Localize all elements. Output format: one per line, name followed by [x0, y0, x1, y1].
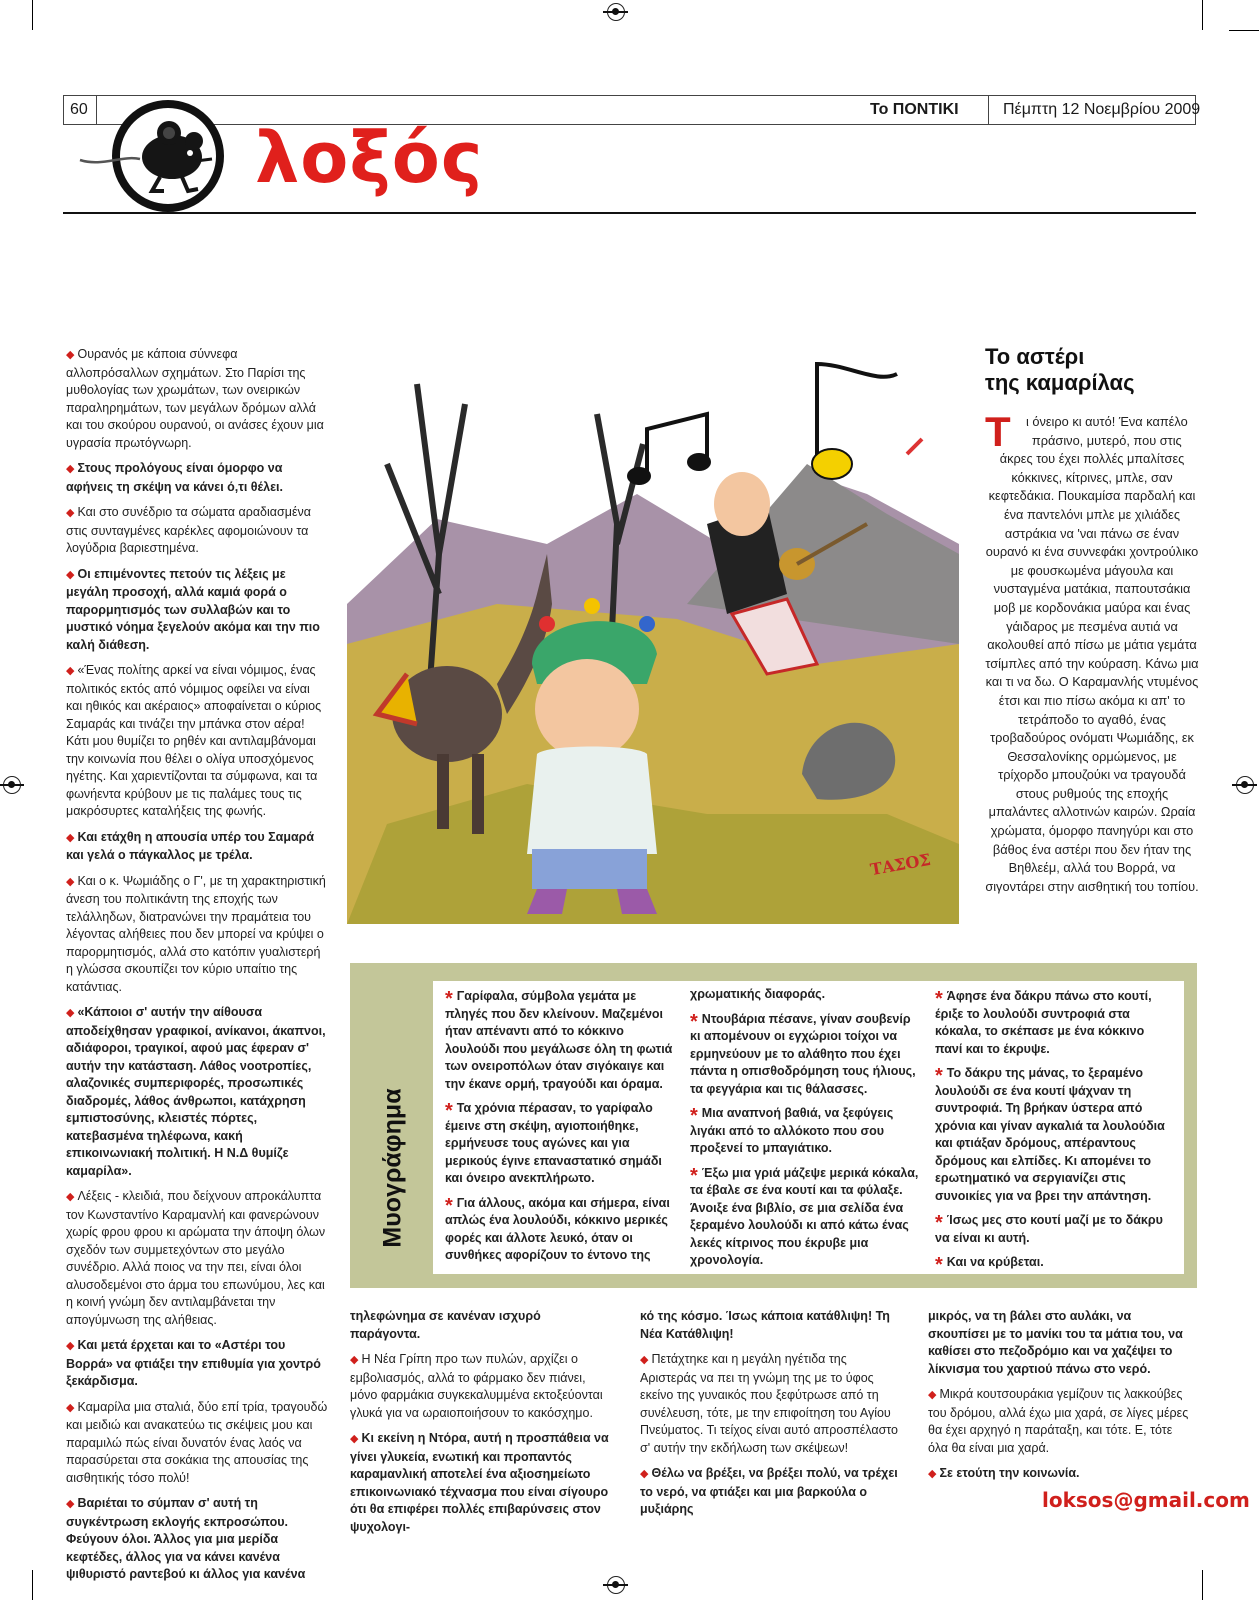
asterisk-icon: * — [935, 1212, 943, 1234]
box-paragraph — [690, 1165, 920, 1270]
box-paragraph-text: Έξω μια γριά μάζεψε μερικά κόκαλα, τα έβαλε σε ένα κουτί και τα φύλαξε. Άνοιξε ένα βιβλίο, σε μια σελίδα ένα ξεραμένο λουλούδι κι από κάτω ένας λεκές κίτρινος που έκρυβε μια χρονολογία. — [690, 1165, 919, 1267]
asterisk-icon: * — [445, 1194, 453, 1217]
box-paragraph — [690, 1011, 920, 1099]
registration-mark-top — [607, 3, 625, 21]
paragraph — [66, 1004, 328, 1180]
left-column — [66, 346, 328, 1592]
box-paragraph-text: Το δάκρυ της μάνας, το ξεραμένο λουλούδι σε ένα κουτί ψάχναν τη συντροφιά. Τη βρήκαν ύστερα από χρόνια και γίναν αγκαλιά τα λουλούδια και φτιάξαν δρόμους, απέραντους δρόμους και ελπίδες. Κι απομένει το ερωτηματικό να σεργιανίζει στις συνοικίες για να βρει την απάντηση. — [935, 1066, 1165, 1203]
box-paragraph-text: Άφησε ένα δάκρυ πάνω στο κουτί, έριξε το λουλούδι συντροφιά στα κόκαλα, το σκέπασε με ένα κόκκινο πανί και το έκρυψε. — [935, 989, 1152, 1056]
bullet-diamond-icon: ◆ — [66, 349, 75, 361]
paragraph-text: Βαριέται το σύμπαν σ' αυτή τη συγκέντρωση εκλογής εκπροσώπου. Φεύγουν όλοι. Άλλος για μια μερίδα κεφτέδες, άλλος για να κάνει κανένα ψιθυριστό ραντεβού κι άλλος για κανένα — [66, 1496, 306, 1581]
bullet-diamond-icon: ◆ — [66, 463, 75, 475]
box-column-2 — [690, 986, 920, 1277]
bullet-diamond-icon: ◆ — [66, 507, 75, 519]
crop-mark-tr — [1202, 0, 1203, 30]
paragraph — [66, 566, 328, 655]
paragraph-text: Θέλω να βρέξει, να βρέξει πολύ, να τρέχει το νερό, να φτιάξει και μια βαρκούλα ο μυξιάρης — [640, 1466, 898, 1516]
mouse-icon — [72, 115, 222, 200]
paragraph — [640, 1465, 902, 1519]
paragraph — [928, 1386, 1190, 1457]
paragraph-text: Σε ετούτη την κοινωνία. — [939, 1466, 1080, 1480]
box-paragraph-text: Για άλλους, ακόμα και σήμερα, είναι απλώς ένα λουλούδι, κόκκινο μερικές φορές και άλλοτε λευκό, όταν οι συνθήκες αφορίζουν το έντονο της — [445, 1195, 670, 1262]
box-column-1 — [445, 988, 675, 1272]
bottom-column-2 — [640, 1308, 902, 1527]
box-column-3 — [935, 988, 1167, 1279]
bullet-diamond-icon: ◆ — [350, 1354, 359, 1366]
paragraph — [66, 1399, 328, 1488]
bullet-diamond-icon: ◆ — [66, 1401, 75, 1414]
bullet-diamond-icon: ◆ — [66, 1007, 75, 1019]
bullet-diamond-icon: ◆ — [66, 875, 75, 888]
paragraph-text: Στους προλόγους είναι όμορφο να αφήνεις τη σκέψη να κάνει ό,τι θέλει. — [66, 461, 284, 494]
paragraph-text: Κι εκείνη η Ντόρα, αυτή η προσπάθεια να γίνει γλυκεία, ενωτική και προπαντός καραμανλική αποτελεί ένα αξιοσημείωτο επικοινωνιακό τέχνασμα που είναι σίγουρο ότι θα επιφέρει πολλές επιβαρύνσεις στον ψυχολογι- — [350, 1431, 609, 1534]
box-paragraph — [935, 1212, 1167, 1247]
paragraph-text: Και ο κ. Ψωμιάδης ο Γ', με τη χαρακτηριστική άνεση του πολιτικάντη της εποχής των τελάλληδων, διατρανώνει την πραμάτεια του λέγοντας αλήθειες που δεν μπορεί να κρύψει ο παρορμητισμός, αλλά στο κατόπιν γυαλιστερή η γλώσσα σκουπίζει τον κύριο υπαίτιο της κατάντιας. — [66, 873, 326, 994]
paragraph-text: τηλεφώνημα σε κανέναν ισχυρό παράγοντα. — [350, 1309, 541, 1341]
paragraph-text: κό της κόσμο. Ίσως κάποια κατάθλιψη! Τη Νέα Κατάθλιψη! — [640, 1309, 890, 1341]
story-title-line2: της καμαρίλας — [985, 370, 1135, 395]
asterisk-icon: * — [445, 1100, 453, 1122]
paragraph — [350, 1430, 612, 1536]
paragraph-text: Λέξεις - κλειδιά, που δείχνουν απροκάλυπτα τον Κωνσταντίνο Καραμανλή και φανερώνουν χωρίς φρου φρου κι αρώματα την άποψη όλων σχεδόν των συμμετεχόντων στο μεγάλο συνέδριο. Αλλά ποιος να την πει, είναι όλοι αλυσοδεμένοι στο άρμα του επωνύμου, λες και η κοινή γνώμη δεν αντιλαμβάνεται την απογύμνωση της αλήθειας. — [66, 1189, 326, 1327]
section-title: λοξός — [255, 117, 484, 199]
paragraph-text: Και στο συνέδριο τα σώματα αραδιασμένα στις συνταγμένες καρέκλες αφομοιώνουν τα λογύδρια βαριεστημένα. — [66, 505, 311, 555]
contact-email: loksos@gmail.com — [1042, 1488, 1250, 1512]
crop-mark-r-top — [1229, 30, 1259, 31]
box-paragraph — [935, 988, 1167, 1058]
paragraph-text: μικρός, να τη βάλει στο αυλάκι, να σκουπίσει με το μανίκι του τα μάτια του, να καθίσει στο πεζοδρόμιο και να χαζέψει το λίκνισμα του χαρτιού πάνω στο νερό. — [928, 1309, 1183, 1376]
bullet-diamond-icon: ◆ — [66, 665, 75, 677]
paragraph — [66, 873, 328, 997]
bullet-diamond-icon: ◆ — [640, 1354, 649, 1366]
paragraph — [66, 662, 328, 821]
asterisk-icon: * — [445, 988, 453, 1010]
box-paragraph — [935, 1254, 1167, 1276]
asterisk-icon: * — [935, 988, 943, 1010]
asterisk-icon: * — [690, 1010, 698, 1033]
paragraph-text: Ουρανός με κάποια σύννεφα αλλοπρόσαλλων σχημάτων. Στο Παρίσι της μυθολογίας των χρωμάτων, των ονειρικών παραληρημάτων, των μεγάλων δρόμων αλλά και του σκούρου ουρανού, οι ανάσες έχουν μια υγρασία πρωτόγνωρη. — [66, 347, 324, 450]
bullet-diamond-icon: ◆ — [640, 1468, 649, 1480]
paragraph — [66, 460, 328, 496]
asterisk-icon: * — [690, 1164, 698, 1187]
issue-date: Πέμπτη 12 Νοεμβρίου 2009 — [1003, 101, 1201, 118]
story-body — [985, 408, 1199, 896]
registration-mark-right — [1236, 776, 1254, 794]
asterisk-icon: * — [935, 1065, 943, 1087]
paragraph-text: Και μετά έρχεται και το «Αστέρι του Βορρά» να φτιάξει την επιθυμία για χοντρό ξεκάρδισμα. — [66, 1338, 321, 1388]
crop-mark-bl — [32, 1570, 33, 1600]
story-title-line1: Το αστέρι — [985, 344, 1085, 369]
paragraph — [66, 504, 328, 558]
paragraph — [350, 1351, 612, 1422]
paragraph-text: «Ένας πολίτης αρκεί να είναι νόμιμος, ένας πολιτικός εκτός από νόμιμος οφείλει να είναι και ηθικός και ακέραιος» αποφαίνεται ο κύριος Σαμαράς και τινάζει την μπάνκα στον αέρα! Κάτι μου θυμίζει το ρηθέν και αντιλαμβάνομαι την κοινωνία που θέλει ο ολίγα υποσχόμενος ηγέτης. Και χαριεντίζονται τα σύμφωνα, και τα φωνήεντα κρύβουν με τις παλάμες τους τις μακρόσυρτες καταλήξεις της φωνής. — [66, 663, 322, 818]
bullet-diamond-icon: ◆ — [66, 831, 75, 844]
bottom-column-3 — [928, 1308, 1190, 1492]
story-title — [985, 344, 1135, 396]
drop-cap: Τ — [985, 408, 1011, 455]
paragraph — [66, 829, 328, 865]
paragraph-text: Μικρά κουτσουράκια γεμίζουν τις λακκούβες του δρόμου, αλλά έχω μια χαρά, σε λίγες μέρες θα έχει αρχηγό η παράταξη, και τότε. Ε, τότε όλα θα είναι μια χαρά. — [928, 1387, 1189, 1455]
illustration-signature: ΤΑΣΟΣ — [868, 849, 933, 880]
bullet-diamond-icon: ◆ — [66, 568, 75, 581]
bullet-diamond-icon: ◆ — [928, 1468, 937, 1480]
registration-mark-left — [3, 776, 21, 794]
paragraph — [66, 1495, 328, 1584]
registration-mark-bottom — [607, 1576, 625, 1594]
bullet-diamond-icon: ◆ — [350, 1433, 359, 1445]
paragraph-text: Και ετάχθη η απουσία υπέρ του Σαμαρά και γελά ο πάγκαλλος με τρέλα. — [66, 829, 315, 862]
bullet-diamond-icon: ◆ — [66, 1498, 75, 1510]
paragraph-text: «Κάποιοι σ' αυτήν την αίθουσα αποδείχθησαν γραφικοί, ανίκανοι, άκαπνοι, αδιάφοροι, τραγικοί, αφού μας έφεραν σ' αυτήν την κατάσταση. Λάθος νοοτροπίες, αλαζονικές συμπεριφορές, προσωπικές διαδρομές, λάθος άνθρωποι, κατάχρηση εμπιστοσύνης, κλειστές πόρτες, κατεβασμένα τηλέφωνα, κακή επικοινωνιακή πολιτική. Η Ν.Δ θυμίζε καμαρίλα». — [66, 1005, 326, 1178]
bullet-diamond-icon: ◆ — [928, 1389, 937, 1401]
paragraph — [350, 1308, 612, 1343]
header-rule — [63, 212, 1196, 214]
paragraph — [66, 346, 328, 452]
paragraph — [66, 1337, 328, 1391]
paragraph — [66, 1188, 328, 1329]
paragraph-text: Η Νέα Γρίπη προ των πυλών, αρχίζει ο εμβολιασμός, αλλά το φάρμακο δεν πιάνει, μόνο φαρμάκια συγκεκαλυμμένα εκτοξεύονται γλυκά για να ωραιοποιήσουν το κακόσχημο. — [350, 1352, 603, 1420]
publication-name: Το ΠΟΝΤΙΚΙ — [870, 101, 959, 118]
story-text: ι όνειρο κι αυτό! Ένα καπέλο πράσινο, μυτερό, που στις άκρες του έχει πολλές μπαλίτσες κόκκινες, κίτρινες, μπλε, σαν κεφτεδάκια. Πουκαμίσα παρδαλή και ένα παντελόνι μπλε με χιλιάδες αστράκια να 'ναι πάνω σε έναν ουρανό κι ένα συννεφάκι χοντρούλικο με φουσκωμένα μάγουλα και νυσταγμένα ματάκια, παπουτσάκια μοβ με κορδονάκια μαύρα και ένας γάιδαρος με πεσμένα αυτιά να ακολουθεί από πίσω με μάτια γεμάτα τσίμπλες από την κούραση. Κάνω μια και τι να δω. Ο Καραμανλής ντυμένος έτσι και πιο πίσω ακόμα κι απ' το τετράποδο το αγαθό, ένας τροβαδούρος ονόματι Ψωμιάδης, εκ Θεσσαλονίκης ορμώμενος, με τρίχορδο μπουζούκι να τραγουδά στους ρυθμούς της εποχής μπαλάντες αλλοτινών καιρών. Ωραία χρώματα, όμορφο πανηγύρι και στο βάθος ένα αστέρι που δεν ήταν της Βηθλεέμ, αλλά του Βορρά, να σιγοντάρει στην αισθητική του τοπίου. — [985, 414, 1199, 894]
crop-mark-tl — [32, 0, 33, 30]
paragraph — [640, 1308, 902, 1343]
paragraph-text: Πετάχτηκε και η μεγάλη ηγέτιδα της Αριστεράς να πει τη γνώμη της με το ύφος εκείνο της γυναικός που ξεφύτρωσε από τη συνέλευση, τότε, με την επιφοίτηση του Αγίου Πνεύματος. Τι τείχος είναι αυτό απροσπέλαστο σ' αυτήν την εκδήλωση των σκέψεων! — [640, 1352, 898, 1455]
paragraph — [928, 1308, 1190, 1378]
cartoon-illustration — [347, 344, 959, 934]
paragraph — [640, 1351, 902, 1457]
box-paragraph — [445, 988, 675, 1093]
paragraph — [928, 1465, 1190, 1484]
box-paragraph — [445, 1100, 675, 1188]
box-paragraph-text: Μια αναπνοή βαθιά, να ξεφύγεις λιγάκι από το αλλόκοτο που σου προξενεί το μπαγιάτικο. — [690, 1106, 894, 1155]
box-paragraph-text: Ντουβάρια πέσανε, γίναν σουβενίρ κι απομένουν οι εγχώριοι τοίχοι να ερμηνεύουν με το αλάθητο που έχει πάντα η οπισθοδρόμηση τους ήλιους, τα φεγγάρια και τις θάλασσες. — [690, 1011, 916, 1096]
box-paragraph: χρωματικής διαφοράς. — [690, 987, 826, 1001]
asterisk-icon: * — [935, 1254, 943, 1276]
box-paragraph-text: Γαρίφαλα, σύμβολα γεμάτα με πληγές που δεν κλείνουν. Μαζεμένοι ήταν απέναντι από το κόκκινο λουλούδι που μεγάλωσε όλη τη φωτιά των ονειροπόλων όταν σιγόκαιγε και την έκανε ορμή, τραγούδι και όραμα. — [445, 989, 673, 1091]
bullet-diamond-icon: ◆ — [66, 1191, 75, 1203]
paragraph-text: Καμαρίλα μια σταλιά, δύο επί τρία, τραγουδώ και μειδιώ και ανακατεύω τις σκέψεις μου και παραμιλώ πώς είναι δυνατόν ένας λαός να παρασύρεται στα σοκάκια της απουσίας της αισθητικής τόσο πολύ! — [66, 1399, 328, 1485]
asterisk-icon: * — [690, 1105, 698, 1127]
header-divider — [988, 95, 989, 125]
paragraph-text: Οι επιμένοντες πετούν τις λέξεις με μεγάλη προσοχή, αλλά καμιά φορά ο παρορμητισμός των συλλαβών και το μυστικό νόημα ξεγελούν ακόμα και την πιο καλή διάθεση. — [66, 566, 320, 652]
box-paragraph-text: Ίσως μες στο κουτί μαζί με το δάκρυ να είναι κι αυτή. — [935, 1213, 1163, 1245]
box-paragraph-text: Και να κρύβεται. — [946, 1255, 1044, 1269]
crop-mark-br — [1202, 1570, 1203, 1600]
box-paragraph — [445, 1195, 675, 1265]
bottom-column-1 — [350, 1308, 612, 1544]
page-number: 60 — [70, 101, 88, 118]
box-paragraph — [935, 1065, 1167, 1205]
box-paragraph — [690, 1105, 920, 1158]
bullet-diamond-icon: ◆ — [66, 1340, 75, 1352]
box-paragraph-text: Τα χρόνια πέρασαν, το γαρίφαλο έμεινε στη σκέψη, αγιοποιήθηκε, ερμήνευσε τους αγώνες και για μερικούς έγινε επαναστατικό σημάδι και όνειρο ανεκπλήρωτο. — [445, 1101, 662, 1185]
box-label: Μυογράφημα — [378, 1088, 407, 1248]
